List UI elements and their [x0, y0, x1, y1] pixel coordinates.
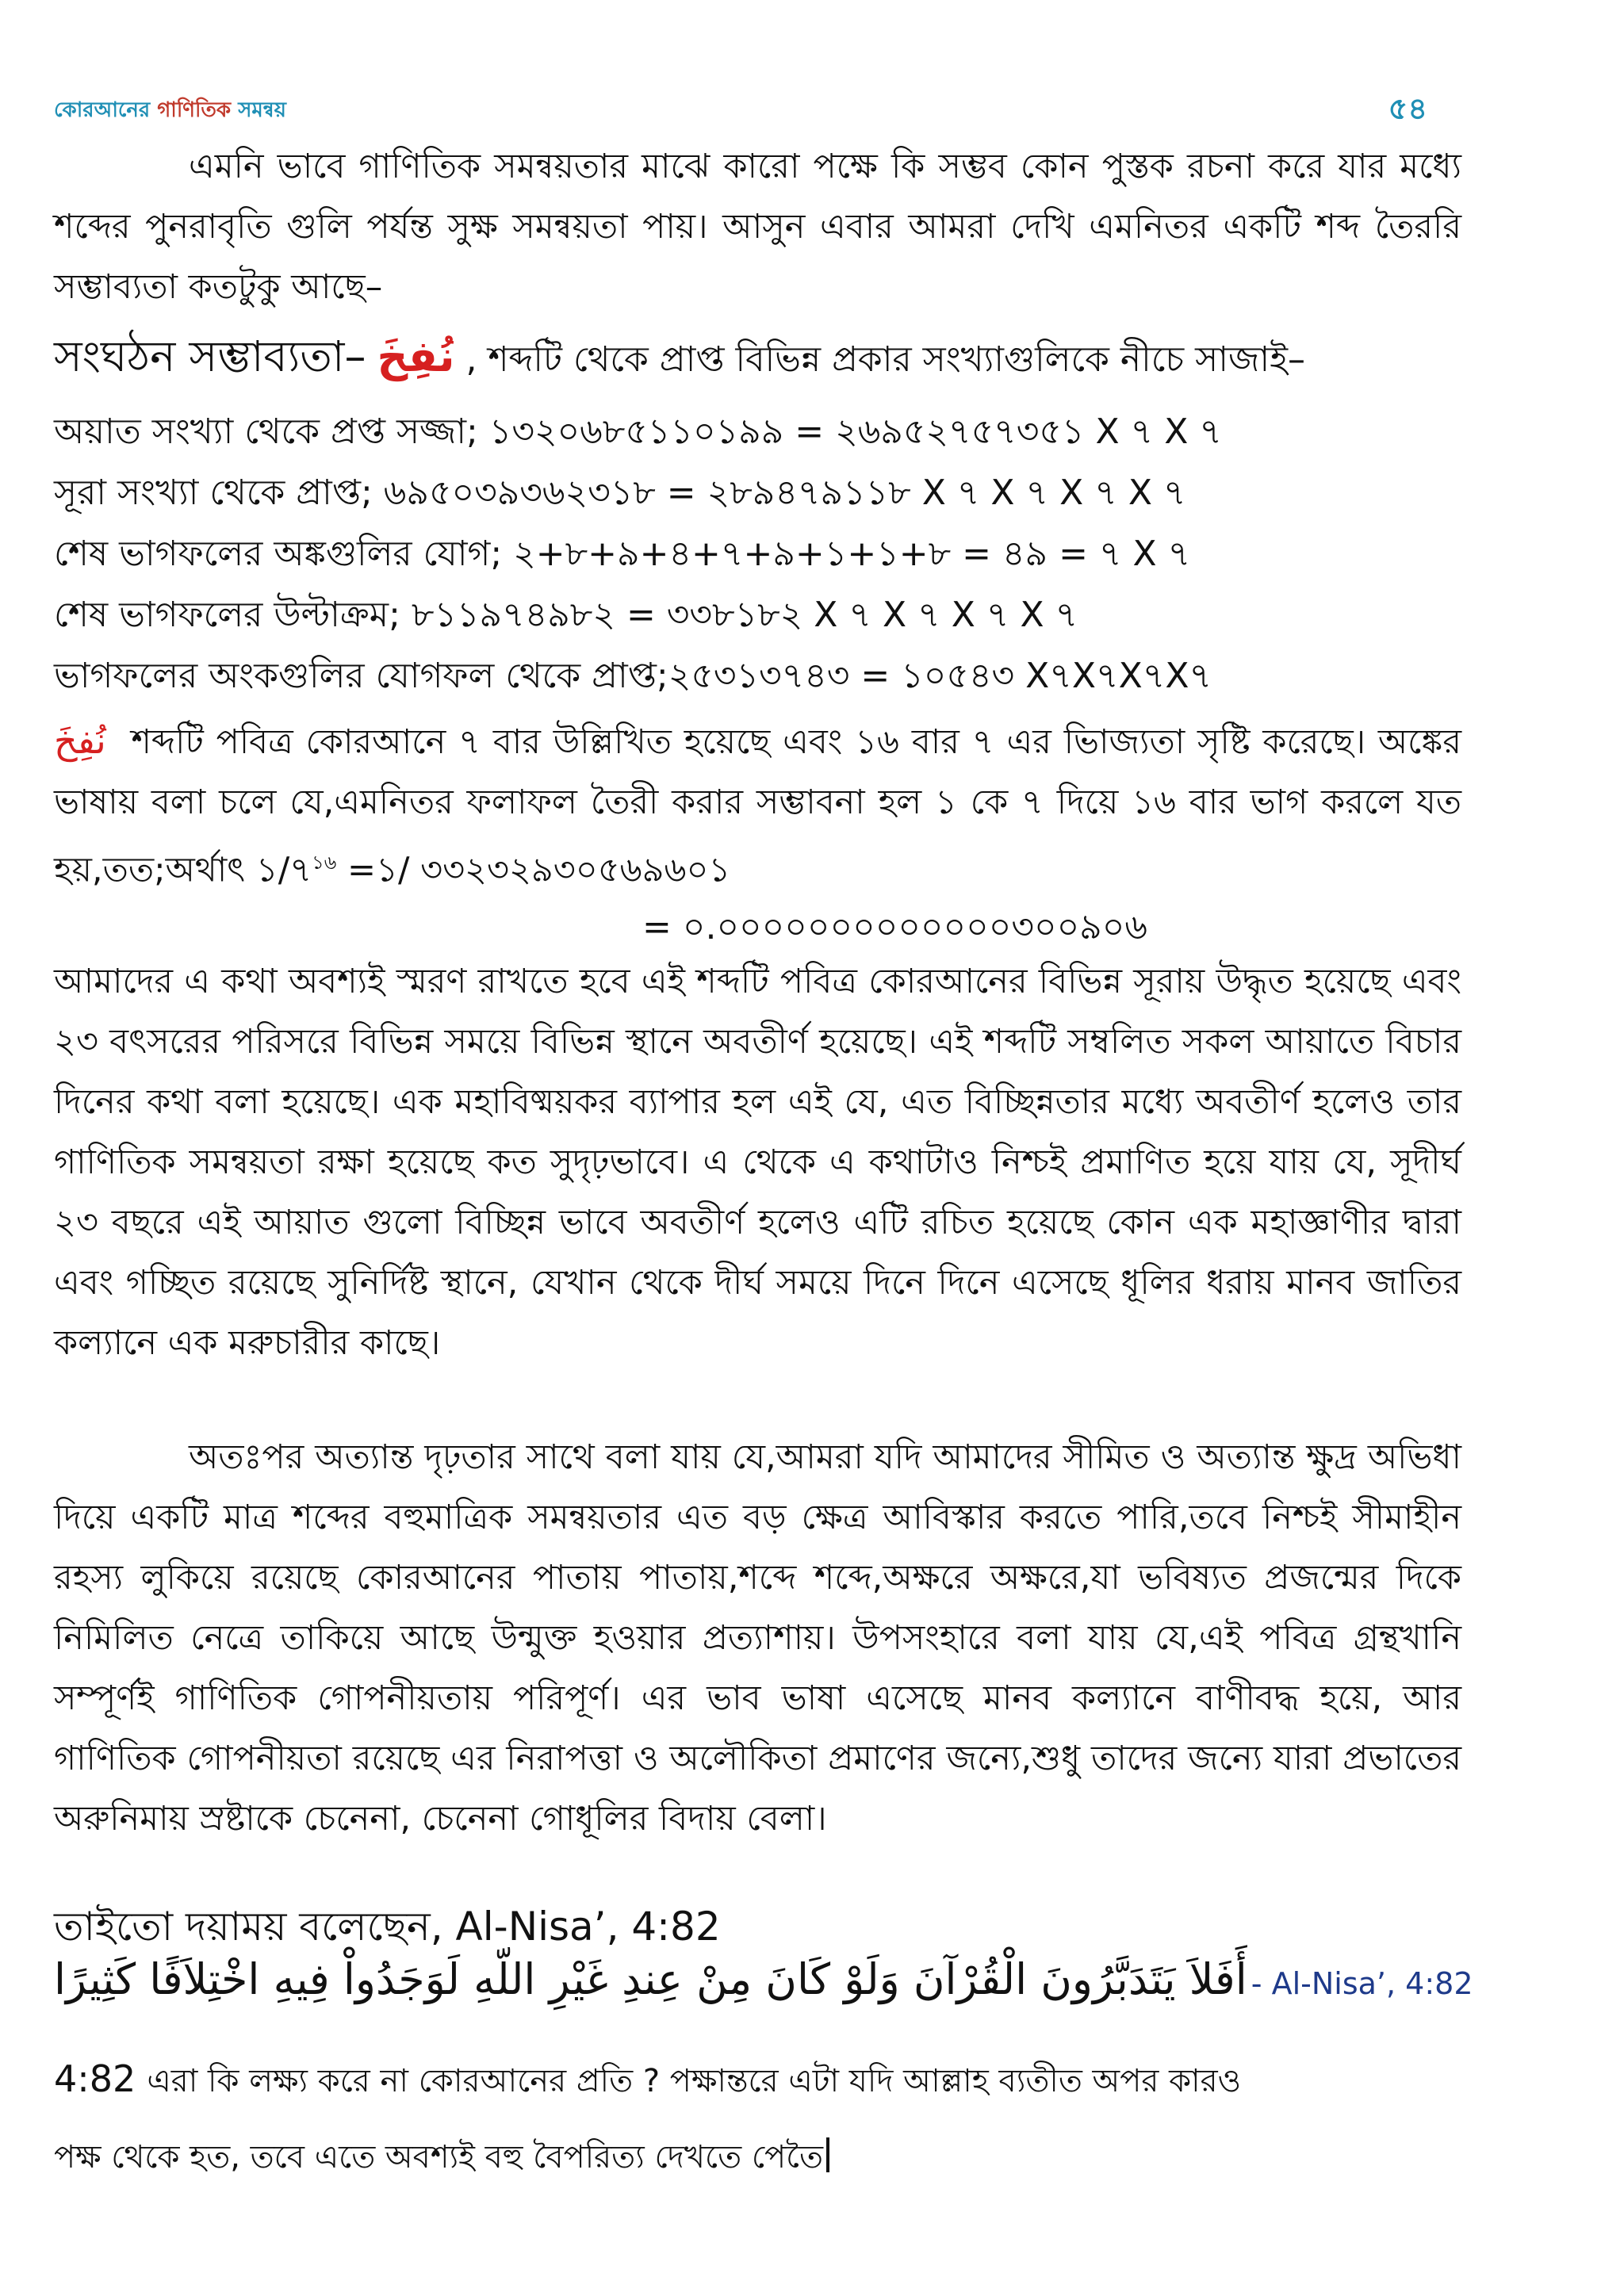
verse-arabic: أَفَلاَ يَتَدَبَّرُونَ الْقُرْآنَ وَلَوْ كَانَ مِنْ عِندِ غَيْرِ اللّهِ لَوَجَدُواْ فِيهِ اخْتِلاَفًا كَثِيرًا — [54, 1954, 1247, 2004]
translation-ref: 4:82 — [54, 2057, 136, 2100]
translation-text-1: এরা কি লক্ষ্য করে না কোরআনের প্রতি ? পক্ষান্তরে এটা যদি আল্লাহ ব্যতীত অপর কারও — [147, 2063, 1242, 2099]
header-word-2: গাণিতিক — [157, 98, 232, 122]
translation-line-1 — [54, 2055, 1241, 2105]
text-cursor — [826, 2137, 829, 2172]
page-number: ৫৪ — [1388, 91, 1427, 126]
header-word-3: সমন্বয় — [238, 98, 286, 122]
quote-intro: তাইতো দয়াময় বলেছেন, Al-Nisa’, 4:82 — [54, 1904, 721, 1950]
occurrence-arabic-word: نُفِخَ — [54, 719, 106, 762]
calc-line-2: সূরা সংখ্যা থেকে প্রাপ্ত; ৬৯৫০৩৯৩৬২৩১৮ = ২৮৯৪৭৯১১৮ X ৭ X ৭ X ৭ X ৭ — [54, 473, 1186, 513]
heading-arabic-word: نُفِخَ — [377, 331, 455, 381]
occurrence-fraction: =১/ ৩৩২৩২৯৩০৫৬৯৬০১ — [336, 850, 731, 890]
calc-line-3: শেষ ভাগফলের অঙ্কগুলির যোগ; ২+৮+৯+৪+৭+৯+১+১+৮ = ৪৯ = ৭ X ৭ — [54, 534, 1191, 574]
probability-result: = ০.০০০০০০০০০০০০০৩০০৯০৬ — [642, 907, 1147, 947]
translation-line-2 — [54, 2133, 829, 2181]
calc-line-1: অয়াত সংখ্যা থেকে প্রপ্ত সজ্জা; ১৩২০৬৮৫১১০১৯৯ = ২৬৯৫২৭৫৭৩৫১ X ৭ X ৭ — [54, 411, 1222, 452]
verse-line — [54, 1954, 1473, 2034]
calc-line-4: শেষ ভাগফলের উল্টাক্রম; ৮১১৯৭৪৯৮২ = ৩৩৮১৮২ X ৭ X ৭ X ৭ X ৭ — [54, 595, 1078, 635]
power-exponent: ১৬ — [312, 851, 337, 874]
paragraph-2: আমাদের এ কথা অবশ্যই স্মরণ রাখতে হবে এই শব্দটি পবিত্র কোরআনের বিভিন্ন সূরায় উদ্ধৃত হয়েছে এবং ২৩ বৎসরের পরিসরে বিভিন্ন সময়ে বিভিন্ন স্থানে অবতীর্ণ হয়েছে। এই শব্দটি সম্বলিত সকল আয়াতে বিচার দিনের কথা বলা হয়েছে। এক মহাবিষ্ময়কর ব্যাপার হল এই যে, এত বিচ্ছিন্নতার মধ্যে অবতীর্ণ হলেও তার গাণিতিক সমন্বয়তা রক্ষা হয়েছে কত সুদৃঢ়ভাবে। এ থেকে এ কথাটাও নিশ্চই প্রমাণিত হয়ে যায় যে, সূদীর্ঘ ২৩ বছরে এই আয়াত গুলো বিচ্ছিন্ন ভাবে অবতীর্ণ হলেও এটি রচিত হয়েছে কোন এক মহাজ্ঞাণীর দ্বারা এবং গচ্ছিত রয়েছে সুনির্দিষ্ট স্থানে, যেখান থেকে দীর্ঘ সময়ে দিনে দিনে এসেছে ধূলির ধরায় মানব জাতির কল্যানে এক মরুচারীর কাছে। — [54, 962, 1461, 1363]
heading-rest: , শব্দটি থেকে প্রাপ্ত বিভিন্ন প্রকার সংখ্যাগুলিকে নীচে সাজাই– — [465, 339, 1306, 380]
intro-paragraph: এমনি ভাবে গাণিতিক সমন্বয়তার মাঝে কারো পক্ষে কি সম্ভব কোন পুস্তক রচনা করে যার মধ্যে শব্দের পুনরাবৃতি গুলি পর্যন্ত সুক্ষ সমন্বয়তা পায়। আসুন এবার আমরা দেখি এমনিতর একটি শব্দ তৈররি সম্ভাব্যতা কতটুকু আছে– — [54, 147, 1461, 307]
calc-line-5: ভাগফলের অংকগুলির যোগফল থেকে প্রাপ্ত;২৫৩১৩৭৪৩ = ১০৫৪৩ X৭X৭X৭X৭ — [54, 656, 1212, 696]
header-word-1: কোরআনের — [54, 98, 151, 122]
occurrence-paragraph — [54, 710, 1461, 900]
heading-label: সংঘঠন সম্ভাব্যতা– — [54, 331, 366, 381]
translation-text-2: পক্ষ থেকে হত, তবে এতে অবশ্যই বহু বৈপরিত্য দেখতে পেতৈ — [54, 2139, 824, 2175]
paragraph-3: অতঃপর অত্যান্ত দৃঢ়তার সাথে বলা যায় যে,আমরা যদি আমাদের সীমিত ও অত্যান্ত ক্ষুদ্র অভিধা দিয়ে একটি মাত্র শব্দের বহুমাত্রিক সমন্বয়তার এত বড় ক্ষেত্র আবিস্কার করতে পারি,তবে নিশ্চই সীমাহীন রহস্য লুকিয়ে রয়েছে কোরআনের পাতায় পাতায়,শব্দে শব্দে,অক্ষরে অক্ষরে,যা ভবিষ্যত প্রজন্মের দিকে নিমিলিত নেত্রে তাকিয়ে আছে উন্মুক্ত হওয়ার প্রত্যাশায়। উপসংহারে বলা যায় যে,এই পবিত্র গ্রন্থখানি সম্পূর্ণই গাণিতিক গোপনীয়তায় পরিপূর্ণ। এর ভাব ভাষা এসেছে মানব কল্যানে বাণীবদ্ধ হয়ে, আর গাণিতিক গোপনীয়তা রয়েছে এর নিরাপত্তা ও অলৌকিতা প্রমাণের জন্যে,শুধু তাদের জন্যে যারা প্রভাতের অরুনিমায় স্রষ্টাকে চেনেনা, চেনেনা গোধূলির বিদায় বেলা। — [54, 1437, 1461, 1839]
verse-reference: - Al-Nisa’, 4:82 — [1251, 1966, 1473, 2001]
occurrence-text: শব্দটি পবিত্র কোরআনে ৭ বার উল্লিখিত হয়েছে এবং ১৬ বার ৭ এর ভিাজ্যতা সৃষ্টি করেছে। অঙ্কের ভাষায় বলা চলে যে,এমনিতর ফলাফল তৈরী করার সম্ভাবনা হল ১ কে ৭ দিয়ে ১৬ বার ভাগ করলে যত হয়,তত;অর্থাৎ ১/৭ — [54, 722, 1461, 890]
heading-line — [54, 333, 1305, 384]
running-header — [54, 94, 286, 128]
